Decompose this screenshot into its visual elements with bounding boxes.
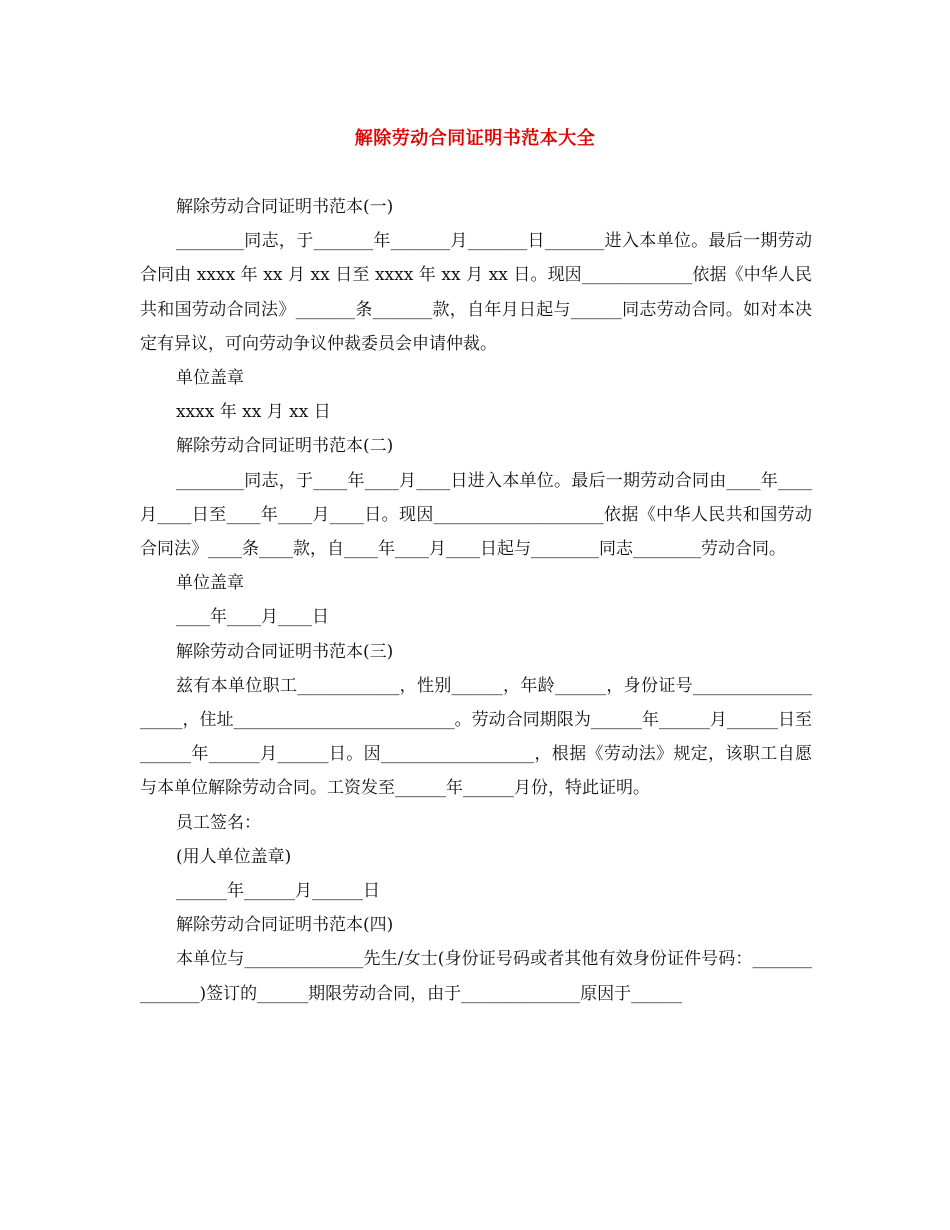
seal-line-2: 单位盖章 xyxy=(176,573,244,594)
document-title: 解除劳动合同证明书范本大全 xyxy=(354,128,596,149)
section-heading-3: 解除劳动合同证明书范本(三) xyxy=(176,641,394,662)
seal-line-1: 单位盖章 xyxy=(176,368,244,389)
section-heading-2: 解除劳动合同证明书范本(二) xyxy=(176,436,394,457)
employer-seal-line: (用人单位盖章) xyxy=(176,846,292,867)
employee-signature-line: 员工签名： xyxy=(176,812,261,833)
paragraph-template-4: 本单位与______________先生/女士(身份证号码或者其他有效身份证件号码：______________)签订的______期限劳动合同，由于______________原因于______ xyxy=(140,949,812,1004)
section-heading-1: 解除劳动合同证明书范本(一) xyxy=(176,197,394,217)
paragraph-template-2: ________同志，于____年____月____日进入本单位。最后一期劳动合同由____年____月____日至____年____月____日。现因____________________依据《中华人民共和国劳动合同法》____条____款，自____年____月____日起与________同志________劳动合同。 xyxy=(140,470,812,560)
document-body xyxy=(140,190,812,1011)
date-line-2: ____年____月____日 xyxy=(176,607,329,628)
date-line-3: ______年______月______日 xyxy=(176,881,380,902)
section-heading-4: 解除劳动合同证明书范本(四) xyxy=(176,915,394,936)
paragraph-template-1: ________同志，于_______年_______月_______日_______进入本单位。最后一期劳动合同由 xxxx 年 xx 月 xx 日至 xxxx 年 xx 月 xx 日。现因_____________依据《中华人民共和国劳动合同法》_______条_______款，自年月日起与______同志劳动合同。如对本决定有异议，可向劳动争议仲裁委员会申请仲裁。 xyxy=(140,231,812,354)
paragraph-template-3: 兹有本单位职工____________，性别______，年龄______，身份证号___________________，住址__________________________。劳动合同期限为______年______月______日至______年______月______日。因__________________，根据《劳动法》规定，该职工自愿与本单位解除劳动合同。工资发至______年______月份，特此证明。 xyxy=(140,675,812,799)
date-line-1: xxxx 年 xx 月 xx 日 xyxy=(176,402,331,423)
